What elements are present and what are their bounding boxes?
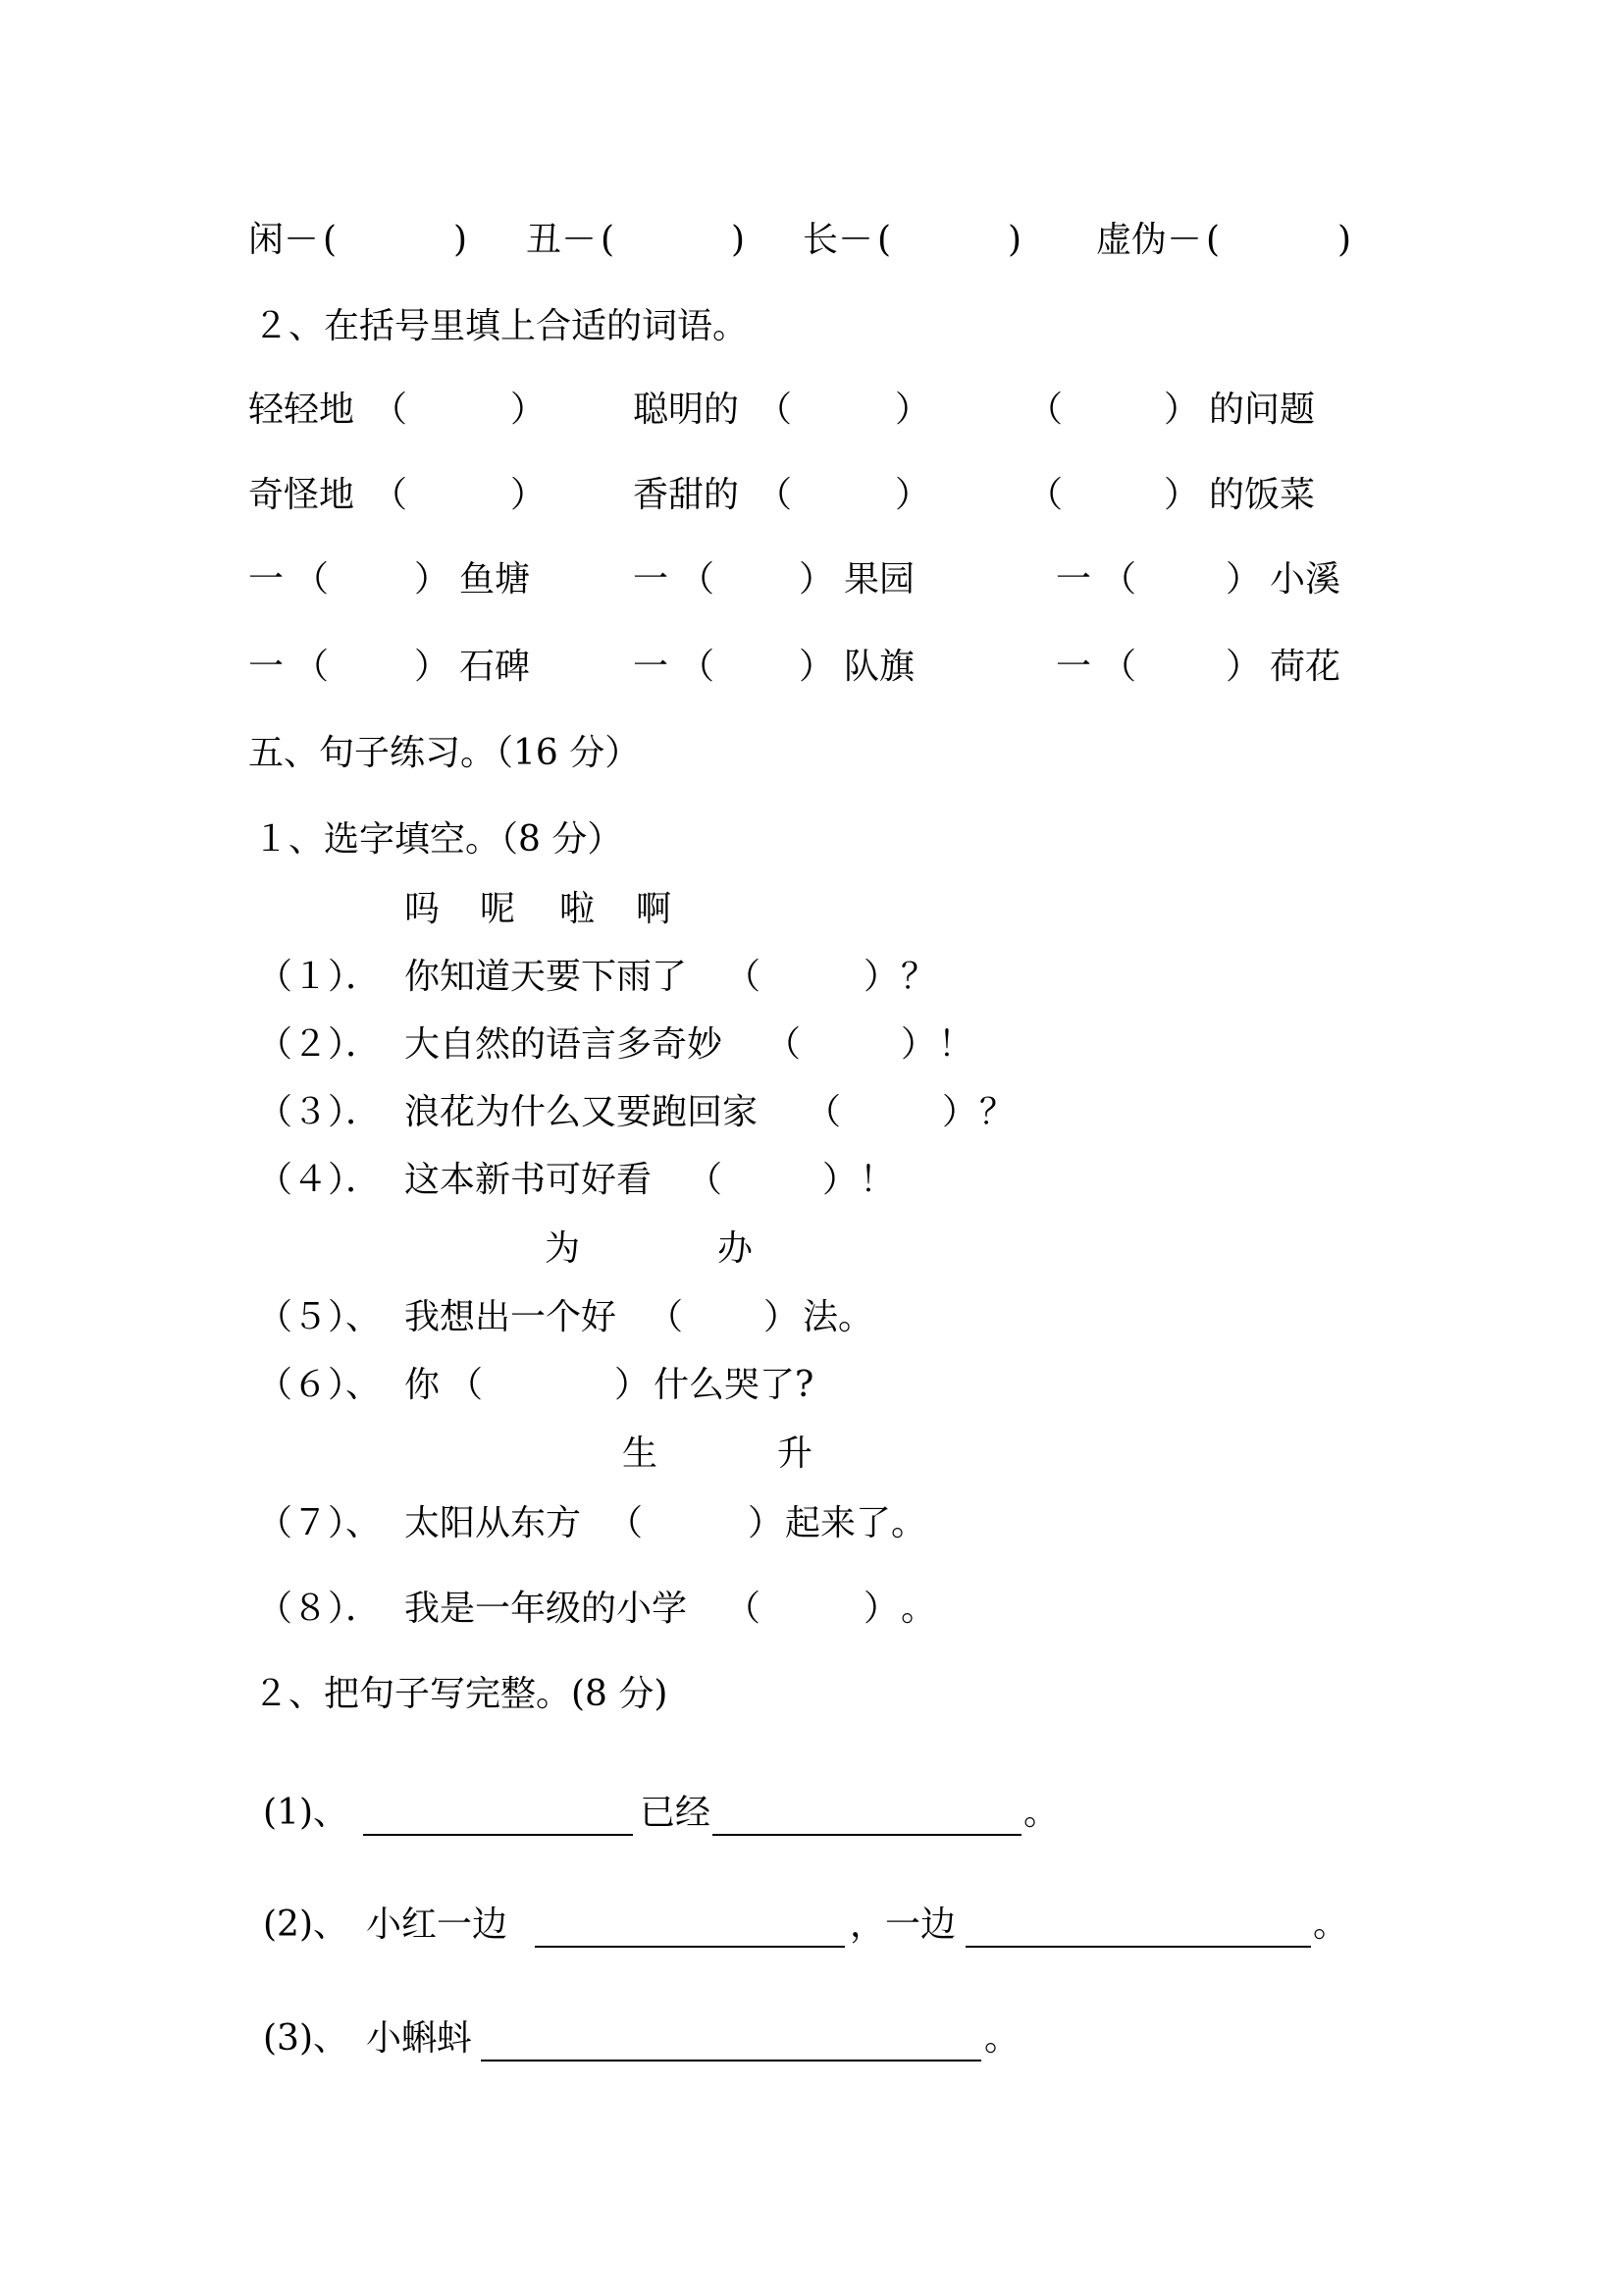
complete-text: 已经 xyxy=(640,1793,711,1833)
complete-end: 。 xyxy=(984,2018,1021,2059)
antonym-word: 长 xyxy=(803,220,839,260)
sentence-text: 大自然的语言多奇妙 xyxy=(404,1024,723,1065)
sentence-text: 我是一年级的小学 xyxy=(404,1589,688,1629)
antonym-word: 虚伪 xyxy=(1096,220,1168,260)
fill-open: （ xyxy=(1027,390,1064,430)
sentence-text: 我想出一个好 xyxy=(404,1297,617,1337)
sentence-row xyxy=(0,1024,1624,1065)
fill-suffix: 队旗 xyxy=(844,647,916,687)
antonym-close: ) xyxy=(731,220,746,260)
sentence-row xyxy=(0,1365,1624,1405)
complete-row xyxy=(0,2018,1624,2059)
sentence-text: 你 xyxy=(404,1365,441,1405)
sentence-end: ！ xyxy=(938,1024,974,1065)
fill-prefix: 一 xyxy=(1056,559,1092,600)
choice-word: 办 xyxy=(717,1228,754,1269)
answer-blank[interactable] xyxy=(481,2060,981,2061)
sentence-open: （ xyxy=(725,957,761,997)
sentence-row xyxy=(0,1092,1624,1132)
sentence-end: ？ xyxy=(901,957,937,997)
sentence-number: （５）、 xyxy=(257,1297,382,1337)
question-row xyxy=(0,306,1624,346)
choice-row xyxy=(0,889,1624,929)
section-title: 五、句子练习。（16 分） xyxy=(248,733,641,773)
complete-text: ，一边 xyxy=(850,1905,957,1945)
fill-close: ） xyxy=(414,559,450,600)
answer-blank[interactable] xyxy=(712,1834,1022,1836)
complete-row xyxy=(0,1905,1624,1945)
fill-close: ） xyxy=(414,647,450,687)
question-row xyxy=(0,819,1624,860)
sentence-open: （ xyxy=(725,1589,761,1629)
complete-text: 小蝌蚪 xyxy=(366,2018,473,2059)
sentence-open: （ xyxy=(648,1297,684,1337)
complete-text: 小红一边 xyxy=(366,1905,508,1945)
sentence-number: （３）． xyxy=(257,1092,382,1132)
antonym-open: ( xyxy=(1206,220,1221,260)
choice-word: 生 xyxy=(622,1434,658,1474)
choice-word: 为 xyxy=(545,1228,581,1269)
antonym-dash: － xyxy=(1167,220,1203,260)
antonym-dash: － xyxy=(561,220,598,260)
question-title: ２、把句子写完整。(8 分) xyxy=(253,1674,668,1714)
fill-close: ） xyxy=(895,390,931,430)
fill-prefix: 香甜的 xyxy=(633,475,740,515)
fill-prefix: 一 xyxy=(633,647,669,687)
fill-close: ） xyxy=(1164,390,1200,430)
fill-open: （ xyxy=(372,390,408,430)
fill-suffix: 鱼塘 xyxy=(459,559,531,600)
antonym-word: 闲 xyxy=(248,220,285,260)
fill-close: ） xyxy=(1164,475,1200,515)
sentence-row xyxy=(0,1589,1624,1629)
fill-close: ） xyxy=(510,475,547,515)
fill-prefix: 奇怪地 xyxy=(248,475,355,515)
fill-open: （ xyxy=(1027,475,1064,515)
antonym-close: ) xyxy=(1008,220,1022,260)
complete-number: (3)、 xyxy=(263,2018,348,2059)
section-row xyxy=(0,733,1624,773)
choice-word: 吗 xyxy=(404,889,441,929)
sentence-text: 太阳从东方 xyxy=(404,1503,582,1543)
sentence-close: ） xyxy=(614,1365,651,1405)
fill-close: ） xyxy=(895,475,931,515)
sentence-row xyxy=(0,1297,1624,1337)
sentence-text: 浪花为什么又要跑回家 xyxy=(404,1092,759,1132)
sentence-row xyxy=(0,1503,1624,1543)
sentence-end: 起来了。 xyxy=(785,1503,927,1543)
sentence-close: ） xyxy=(763,1297,800,1337)
sentence-open: （ xyxy=(806,1092,842,1132)
question-title: １、选字填空。（8 分） xyxy=(253,819,623,860)
sentence-end: ？ xyxy=(979,1092,1016,1132)
sentence-open: （ xyxy=(687,1160,723,1200)
fill-prefix: 一 xyxy=(248,559,285,600)
fill-suffix: 石碑 xyxy=(459,647,531,687)
fill-prefix: 聪明的 xyxy=(633,390,740,430)
antonym-close: ) xyxy=(453,220,468,260)
complete-row xyxy=(0,1793,1624,1833)
antonym-close: ) xyxy=(1337,220,1352,260)
fill-close: ） xyxy=(1226,647,1262,687)
fill-suffix: 荷花 xyxy=(1270,647,1341,687)
sentence-close: ） xyxy=(864,957,900,997)
sentence-number: （６）、 xyxy=(257,1365,382,1405)
fill-close: ） xyxy=(799,647,835,687)
choice-row xyxy=(0,1434,1624,1474)
sentence-number: （４）． xyxy=(257,1160,382,1200)
fill-suffix: 果园 xyxy=(844,559,916,600)
choice-word: 啦 xyxy=(559,889,596,929)
answer-blank[interactable] xyxy=(363,1834,633,1836)
sentence-end: 。 xyxy=(901,1589,937,1629)
sentence-row xyxy=(0,957,1624,997)
answer-blank[interactable] xyxy=(535,1946,845,1948)
fill-open: （ xyxy=(1101,559,1137,600)
complete-number: (1)、 xyxy=(263,1793,348,1833)
sentence-number: （７）、 xyxy=(257,1503,382,1543)
question-row xyxy=(0,1674,1624,1714)
fill-open: （ xyxy=(679,559,715,600)
fill-open: （ xyxy=(757,475,793,515)
antonym-dash: － xyxy=(838,220,874,260)
fill-suffix: 的问题 xyxy=(1209,390,1316,430)
fill-suffix: 的饭菜 xyxy=(1209,475,1316,515)
sentence-end: ！ xyxy=(860,1160,896,1200)
fill-row xyxy=(0,647,1624,687)
sentence-number: （１）． xyxy=(257,957,382,997)
sentence-text: 你知道天要下雨了 xyxy=(404,957,688,997)
complete-end: 。 xyxy=(1023,1793,1060,1833)
fill-prefix: 一 xyxy=(1056,647,1092,687)
answer-blank[interactable] xyxy=(966,1946,1311,1948)
choice-word: 升 xyxy=(777,1434,813,1474)
antonym-open: ( xyxy=(877,220,892,260)
sentence-close: ） xyxy=(901,1024,937,1065)
question-title: ２、在括号里填上合适的词语。 xyxy=(253,306,749,346)
antonym-open: ( xyxy=(601,220,615,260)
sentence-end: 什么哭了? xyxy=(654,1365,814,1405)
sentence-number: （８）． xyxy=(257,1589,382,1629)
fill-close: ） xyxy=(510,390,547,430)
complete-end: 。 xyxy=(1313,1905,1349,1945)
sentence-close: ） xyxy=(864,1589,900,1629)
fill-open: （ xyxy=(1101,647,1137,687)
sentence-open: （ xyxy=(607,1503,644,1543)
sentence-end: 法。 xyxy=(803,1297,874,1337)
sentence-close: ） xyxy=(748,1503,784,1543)
fill-close: ） xyxy=(1226,559,1262,600)
sentence-open: （ xyxy=(447,1365,484,1405)
fill-row xyxy=(0,390,1624,430)
antonym-word: 丑 xyxy=(526,220,562,260)
choice-word: 呢 xyxy=(480,889,516,929)
choice-word: 啊 xyxy=(636,889,672,929)
sentence-text: 这本新书可好看 xyxy=(404,1160,653,1200)
fill-close: ） xyxy=(799,559,835,600)
sentence-close: ） xyxy=(822,1160,859,1200)
antonym-open: ( xyxy=(323,220,338,260)
fill-open: （ xyxy=(757,390,793,430)
sentence-close: ） xyxy=(942,1092,978,1132)
sentence-open: （ xyxy=(765,1024,802,1065)
fill-row xyxy=(0,559,1624,600)
fill-open: （ xyxy=(679,647,715,687)
fill-suffix: 小溪 xyxy=(1270,559,1341,600)
sentence-number: （２）． xyxy=(257,1024,382,1065)
antonym-dash: － xyxy=(284,220,320,260)
fill-prefix: 一 xyxy=(633,559,669,600)
fill-open: （ xyxy=(372,475,408,515)
fill-open: （ xyxy=(293,647,330,687)
fill-open: （ xyxy=(293,559,330,600)
choice-row xyxy=(0,1228,1624,1269)
fill-prefix: 轻轻地 xyxy=(248,390,355,430)
fill-prefix: 一 xyxy=(248,647,285,687)
sentence-row xyxy=(0,1160,1624,1200)
complete-number: (2)、 xyxy=(263,1905,348,1945)
antonym-row xyxy=(0,220,1624,260)
